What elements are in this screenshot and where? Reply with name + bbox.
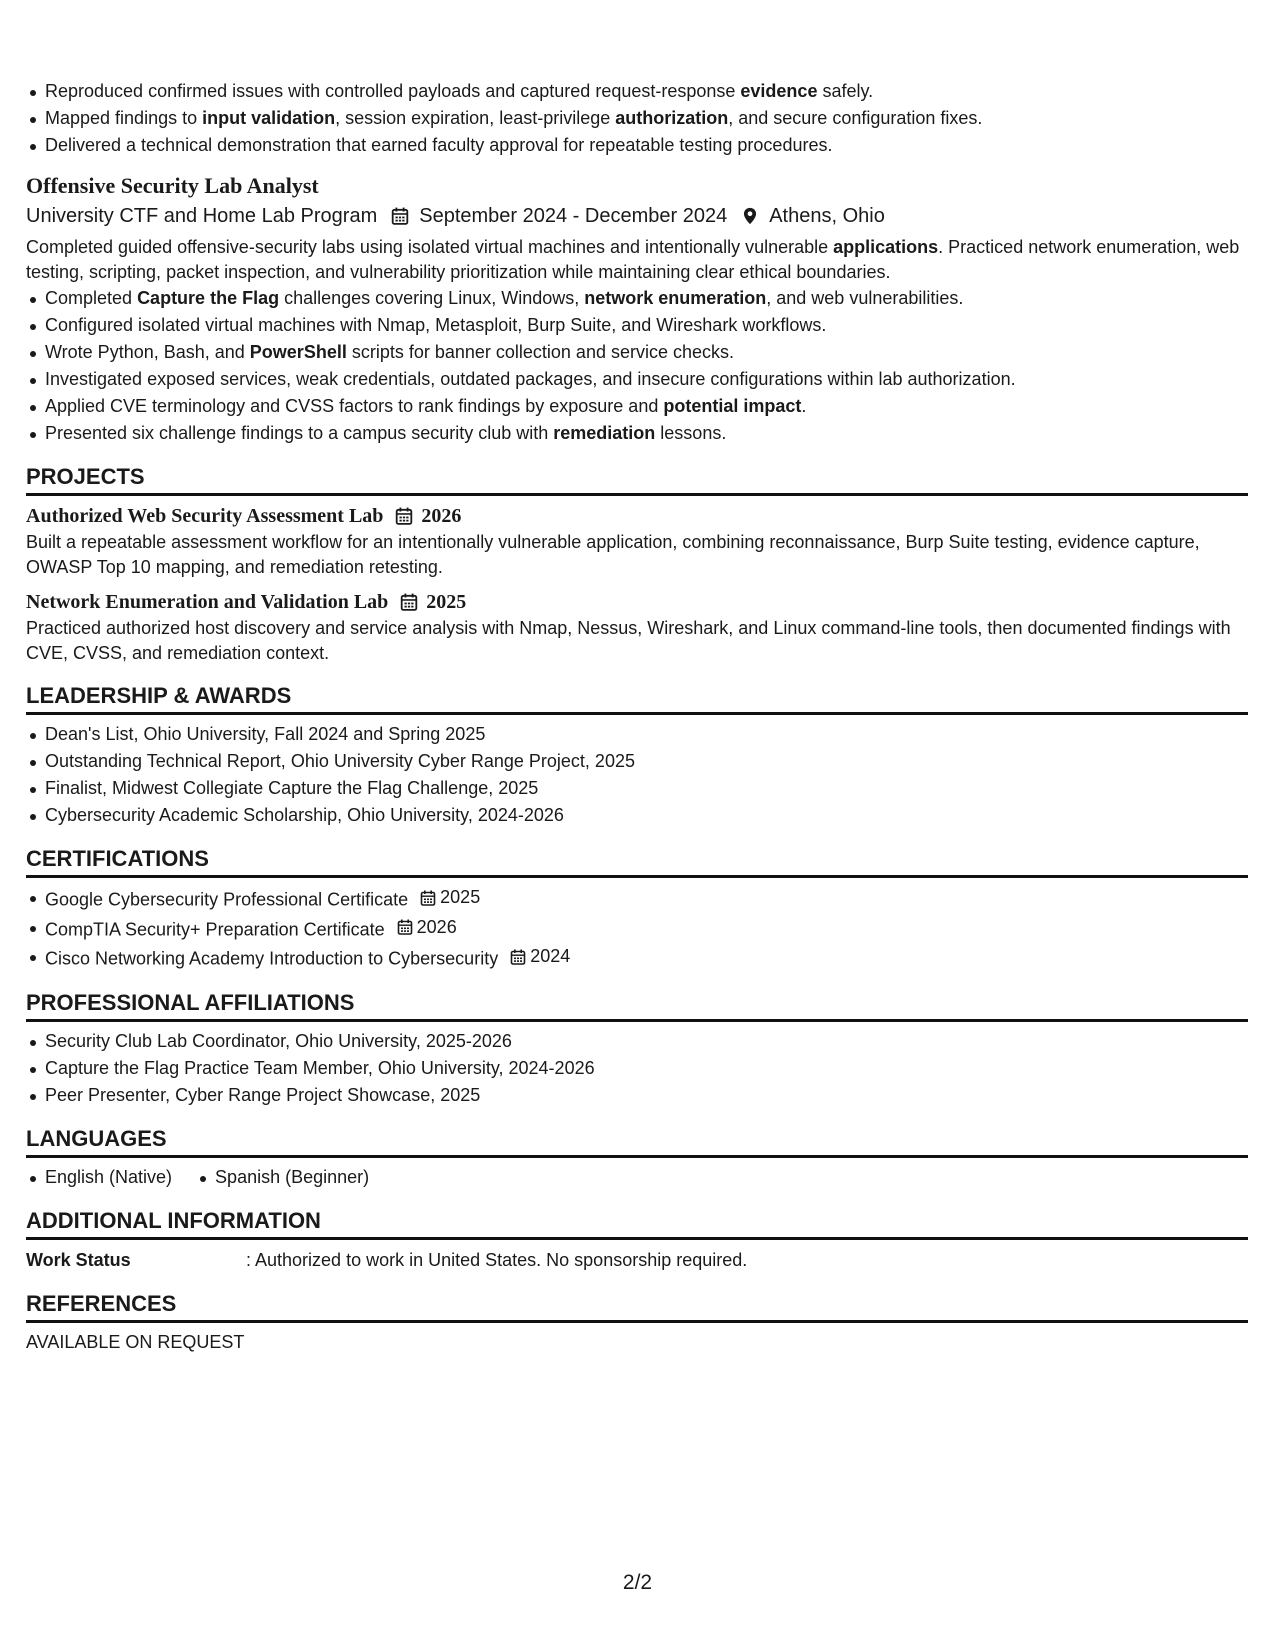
- certification-item: [26, 943, 1248, 973]
- section-heading-certifications: CERTIFICATIONS: [26, 845, 1248, 878]
- calendar-icon: [420, 890, 436, 906]
- certification-year: 2024: [530, 946, 571, 966]
- job-bullet: Investigated exposed services, weak credentials, outdated packages, and insecure configurations within lab authorization.: [26, 366, 1248, 393]
- language-item: Spanish (Beginner): [196, 1164, 369, 1191]
- language-item: English (Native): [26, 1164, 172, 1191]
- certification-name: CompTIA Security+ Preparation Certificate: [45, 919, 385, 939]
- project-name: Authorized Web Security Assessment Lab: [26, 505, 384, 527]
- experience-bullet: Delivered a technical demonstration that earned faculty approval for repeatable testing procedures.: [26, 132, 1248, 159]
- certification-date: [385, 914, 457, 941]
- certifications-list: [26, 884, 1248, 973]
- references-text: AVAILABLE ON REQUEST: [26, 1331, 245, 1352]
- job-bullet: Presented six challenge findings to a campus security club with remediation lessons.: [26, 420, 1248, 447]
- certification-date: [408, 884, 480, 911]
- resume-page: [26, 78, 1248, 1356]
- certification-name: Cisco Networking Academy Introduction to Cybersecurity: [45, 948, 499, 969]
- certification-name: Google Cybersecurity Professional Certificate: [45, 889, 409, 910]
- calendar-icon: [510, 949, 526, 965]
- work-status-label: Work Status: [26, 1249, 131, 1270]
- job-location: Athens, Ohio: [769, 205, 885, 227]
- section-heading-additional: ADDITIONAL INFORMATION: [26, 1207, 1248, 1240]
- project-name: Network Enumeration and Validation Lab: [26, 591, 389, 613]
- section-heading-references: REFERENCES: [26, 1290, 1248, 1323]
- award-item: Outstanding Technical Report, Ohio University Cyber Range Project, 2025: [26, 748, 1248, 775]
- certification-item: [26, 884, 1248, 914]
- award-item: Finalist, Midwest Collegiate Capture the Flag Challenge, 2025: [26, 775, 1248, 802]
- award-item: Cybersecurity Academic Scholarship, Ohio University, 2024-2026: [26, 802, 1248, 829]
- job-bullet: Completed Capture the Flag challenges covering Linux, Windows, network enumeration, and web vulnerabilities.: [26, 285, 1248, 312]
- project-year: 2026: [421, 505, 462, 527]
- calendar-icon: [395, 507, 413, 525]
- certification-year: 2025: [440, 887, 481, 907]
- affiliation-item: Peer Presenter, Cyber Range Project Showcase, 2025: [26, 1082, 1248, 1109]
- job-bullet: Wrote Python, Bash, and PowerShell scripts for banner collection and service checks.: [26, 339, 1248, 366]
- project-year: 2025: [426, 591, 467, 613]
- certification-year: 2026: [416, 916, 457, 937]
- job-summary: Completed guided offensive-security labs using isolated virtual machines and intentionally vulnerable applications. Practiced network enumeration, web testing, scripting, packet inspection, and vulnerability prioritization while maintaining clear ethical boundaries.: [26, 237, 1240, 282]
- section-heading-leadership: LEADERSHIP & AWARDS: [26, 682, 1248, 715]
- certification-date: [498, 943, 570, 970]
- work-status-value: : Authorized to work in United States. No sponsorship required.: [246, 1249, 748, 1270]
- page-number: 2/2: [622, 1571, 653, 1594]
- job-org: University CTF and Home Lab Program: [26, 205, 378, 227]
- experience-bullet: Mapped findings to input validation, session expiration, least-privilege authorization, and secure configuration fixes.: [26, 105, 1248, 132]
- certification-item: [26, 914, 1248, 944]
- location-pin-icon: [741, 207, 759, 225]
- affiliation-item: Capture the Flag Practice Team Member, Ohio University, 2024-2026: [26, 1055, 1248, 1082]
- experience-bullets-top: [26, 78, 1248, 159]
- job-dates: September 2024 - December 2024: [419, 205, 728, 227]
- section-heading-languages: LANGUAGES: [26, 1125, 1248, 1158]
- affiliation-item: Security Club Lab Coordinator, Ohio University, 2025-2026: [26, 1028, 1248, 1055]
- project-title: [26, 502, 1248, 530]
- job-bullet: Configured isolated virtual machines with Nmap, Metasploit, Burp Suite, and Wireshark workflows.: [26, 312, 1248, 339]
- calendar-icon: [391, 207, 409, 225]
- job-title: Offensive Security Lab Analyst: [26, 173, 319, 198]
- leadership-list: [26, 721, 1248, 829]
- projects-list: [26, 502, 1248, 666]
- section-heading-projects: PROJECTS: [26, 463, 1248, 496]
- project-description: Built a repeatable assessment workflow for an intentionally vulnerable application, combining reconnaissance, Burp Suite testing, evidence capture, OWASP Top 10 mapping, and remediation retesting.: [26, 532, 1200, 577]
- work-status-row: [26, 1246, 1248, 1274]
- section-heading-affiliations: PROFESSIONAL AFFILIATIONS: [26, 989, 1248, 1022]
- job-bullets: [26, 285, 1248, 447]
- project-title: [26, 588, 1248, 616]
- calendar-icon: [400, 593, 418, 611]
- affiliations-list: [26, 1028, 1248, 1109]
- languages-list: [26, 1164, 1248, 1191]
- calendar-icon: [397, 919, 413, 935]
- project-description: Practiced authorized host discovery and service analysis with Nmap, Nessus, Wireshark, and Linux command-line tools, then documented findings with CVE, CVSS, and remediation context.: [26, 618, 1231, 663]
- job-meta: [26, 201, 1248, 231]
- experience-bullet: Reproduced confirmed issues with controlled payloads and captured request-response evidence safely.: [26, 78, 1248, 105]
- award-item: Dean's List, Ohio University, Fall 2024 and Spring 2025: [26, 721, 1248, 748]
- job-bullet: Applied CVE terminology and CVSS factors to rank findings by exposure and potential impact.: [26, 393, 1248, 420]
